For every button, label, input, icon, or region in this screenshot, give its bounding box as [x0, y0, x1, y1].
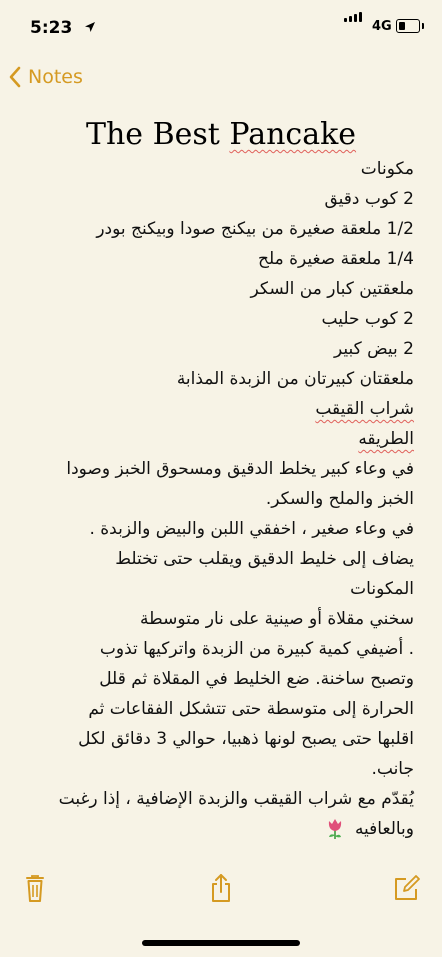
note-line: وبالعافيه [18, 814, 414, 844]
note-line: يُقدّم مع شراب القيقب والزبدة الإضافية ، إذا رغبت [58, 789, 414, 809]
note-line: 2 بيض كبير [333, 339, 414, 359]
note-line: في وعاء صغير ، اخفقي اللبن والبيض والزبدة . [89, 519, 414, 539]
note-title[interactable]: The Best Pancake [85, 117, 357, 152]
trash-icon [20, 872, 50, 904]
note-line: ملعقتين كبار من السكر [250, 279, 414, 299]
note-line: 1/4 ملعقة صغيرة ملح [258, 249, 414, 269]
battery-icon [396, 19, 420, 33]
note-line: في وعاء كبير يخلط الدقيق ومسحوق الخبز وصودا [66, 459, 414, 479]
status-bar [0, 0, 442, 54]
note-line: المكونات [350, 579, 414, 599]
note-title-misspelled-word: Pancake [229, 117, 357, 152]
location-arrow-icon [84, 21, 96, 33]
share-button[interactable] [206, 872, 236, 904]
note-line: يضاف إلى خليط الدقيق ويقلب حتى تختلط [115, 549, 414, 569]
note-line: الخبز والملح والسكر. [265, 489, 414, 509]
chevron-left-icon [8, 66, 22, 88]
note-line: 1/2 ملعقة صغيرة من بيكنج صودا وبيكنج بودر [96, 219, 414, 239]
tulip-emoji-icon [326, 818, 344, 840]
back-to-notes-button[interactable] [8, 62, 83, 92]
note-line: شراب القيقب [315, 399, 414, 419]
back-label: Notes [28, 66, 83, 88]
compose-icon [392, 872, 422, 904]
share-icon [206, 872, 236, 904]
bottom-toolbar [0, 872, 442, 912]
note-line: . أضيفي كمية كبيرة من الزبدة واتركيها تذوب [99, 639, 414, 659]
home-indicator[interactable] [142, 940, 300, 946]
note-line: وتصبح ساخنة. ضع الخليط في المقلاة ثم قلل [99, 669, 414, 689]
note-line: ملعقتان كبيرتان من الزبدة المذابة [176, 369, 414, 389]
note-line: جانب. [371, 759, 414, 779]
note-line: سخني مقلاة أو صينية على نار متوسطة [140, 609, 414, 629]
note-line: الحرارة إلى متوسطة حتى تتشكل الفقاعات ثم [88, 699, 414, 719]
status-time: 5:23 [30, 18, 73, 38]
note-line: الطريقه [358, 429, 414, 449]
delete-button[interactable] [20, 872, 50, 904]
note-line: 2 كوب حليب [321, 309, 414, 329]
note-line: 2 كوب دقيق [324, 189, 414, 209]
note-line: مكونات [360, 159, 414, 179]
note-line: اقلبها حتى يصبح لونها ذهبيا، حوالي 3 دقائق لكل [78, 729, 414, 749]
network-type: 4G [372, 19, 392, 34]
note-body[interactable] [18, 154, 414, 844]
compose-button[interactable] [392, 872, 422, 904]
